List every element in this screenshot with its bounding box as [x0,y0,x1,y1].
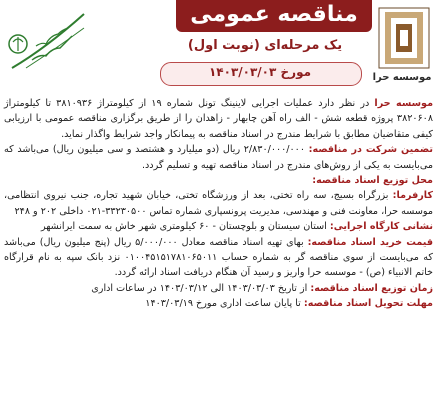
intro-paragraph [4,96,433,142]
site-paragraph [4,219,433,234]
delivery-paragraph [4,296,433,311]
guarantee-paragraph [4,142,433,173]
distribution-time-text: از تاریخ ۱۴۰۳/۰۳/۰۳ الی ۱۴۰۳/۰۳/۱۲ در ساعات اداری [91,282,308,294]
intro-label: موسسه حرا [374,98,434,109]
karfarma-paragraph [4,188,433,219]
guarantee-label: تضمین شرکت در مناقصه: [308,144,433,156]
guarantee-text: ۲/۸۳۰/۰۰۰/۰۰۰ ریال (دو میلیارد و هشتصد و سی میلیون ریال) می‌باشد که می‌بایست به یکی از روش‌های مندرج در اسناد مناقصه تهیه و تسلیم گردد. [4,144,433,171]
hara-logo [377,6,431,70]
site-text: استان سیستان و بلوچستان - ۶۰ کیلومتری شهر خاش به سمت ایرانشهر [40,221,327,233]
delivery-text: تا پایان ساعت اداری مورخ ۱۴۰۳/۰۳/۱۹ [145,298,301,310]
price-text: بهای تهیه اسناد مناقصه معادل ۵/۰۰۰/۰۰۰ ریال (پنج میلیون ریال) می‌باشد که می‌بایست از سوی مناقصه گر به شماره حساب ۰۱۰۰۴۵۱۵۱۷۸۱۰۶۵۰۱۱ نزد بانک سپه به نام قرارگاه خاتم الانبیاء (ص) - موسسه حرا واریز و رسید آن هنگام دریافت اسناد ارائه گردد. [4,236,433,279]
karfarma-text: بزرگراه بسیج، سه راه تختی، بعد از ورزشگاه تختی، خیابان شهید تجاره، جنب نیروی انتظامی، موسسه حرا، معاونت فنی و مهندسی، مدیریت پرونسپاری شماره تماس ۳۳۲۳۰۵۰۰-۰۲۱ داخلی ۲۰۲ و ۲۴۸ [4,190,433,217]
delivery-label: مهلت تحویل اسناد مناقصه: [303,298,433,310]
notice-header [0,0,437,95]
price-paragraph [4,235,433,281]
distribution-time-label: زمان توزیع اسناد مناقصه: [310,282,433,294]
distribution-heading: محل توزیع اسناد مناقصه: [312,175,433,187]
intro-text: در نظر دارد عملیات اجرایی لاینینگ تونل شماره ۱۹ از کیلومتراژ ۳۸۱۰۹۳۶ تا کیلومتراژ ۳۸۲۰۶۰۸ پروژه قطعه شش - الف راه آهن چابهار - زاهدان را از طریق برگزاری مناقصه عمومی با ارزیابی کیفی متقاضیان مطابق با شرایط مندرج در اسناد مناقصه به پیمانکار واجد شرایط واگذار نماید. [4,98,433,140]
karfarma-label: کارفرما: [392,190,433,202]
notice-subtitle: یک مرحله‌ای (نوبت اول) [187,38,343,53]
notice-date: مورخ ۱۴۰۳/۰۳/۰۳ [208,65,312,79]
brand-name: موسسه حرا [372,72,432,83]
notice-title: مناقصه عمومی [190,2,358,27]
price-label: قیمت خرید اسناد مناقصه: [307,236,433,248]
notice-body [4,96,433,410]
distribution-time-paragraph [4,281,433,296]
khatam-seal-logo [6,6,86,76]
site-label: نشانی کارگاه اجرایی: [329,221,433,233]
